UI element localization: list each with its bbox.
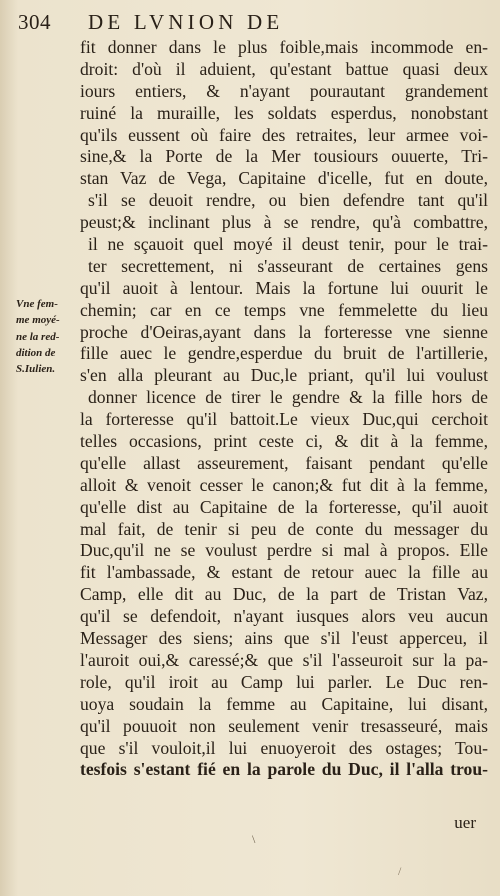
marginal-note-line: me moyé- (16, 314, 60, 327)
catchword: uer (454, 813, 476, 832)
page-number: 304 (18, 10, 51, 34)
text-line: il ne sçauoit quel moyé il deust tenir, pour le trai- (88, 234, 488, 255)
body-text (80, 37, 488, 781)
text-line: ter secrettement, ni s'asseurant de certaines gens (88, 255, 488, 276)
text-line: droit: d'où il aduient, qu'estant battue quasi deux (80, 58, 488, 79)
stray-ink-mark: \ (252, 832, 256, 846)
marginal-note-line: S.Iulien. (16, 363, 56, 376)
text-line: ruiné la muraille, les soldats esperdus, nonobstant (80, 102, 488, 123)
text-line: qu'il auoit à lentour. Mais la fortune lui ouurit le (80, 277, 488, 298)
text-line: fille auec le gendre,esperdue du bruit de l'artillerie, (80, 343, 488, 364)
text-line: Camp, elle dit au Duc, de la part de Tristan Vaz, (80, 584, 488, 605)
text-line: la forteresse qu'il battoit.Le vieux Duc,qui cerchoit (80, 409, 488, 430)
text-line: iours entiers, & n'ayant pourautant grandement (80, 80, 488, 101)
marginal-note (16, 296, 78, 377)
text-line: qu'elle allast asseurement, faisant pendant qu'elle (80, 452, 488, 473)
text-line: proche d'Oeiras,ayant dans la forteresse vne sienne (80, 321, 488, 342)
page-header (18, 10, 488, 36)
text-line: s'il se deuoit rendre, ou bien defendre tant qu'il (88, 190, 488, 211)
text-line: mal fait, de tenir si peu de conte du messager du (80, 518, 488, 539)
marginal-note-line: ne la red- (16, 330, 60, 343)
text-line: qu'il se defendoit, n'ayant iusques alors veu aucun (80, 606, 488, 627)
text-line: telles occasions, print ceste ci, & dit à la femme, (80, 431, 488, 452)
marginal-note-line: dition de (16, 346, 56, 359)
text-line: s'en alla pleurant au Duc,le priant, qu'il lui voulust (80, 365, 488, 386)
text-line: fit donner dans le plus foible,mais incommode en- (80, 37, 488, 57)
text-line: qu'ils eussent où faire des retraites, leur armee voi- (80, 124, 488, 145)
text-line: qu'il pouuoit non seulement venir tresasseuré, mais (80, 715, 488, 736)
text-line: donner licence de tirer le gendre & la fille hors de (88, 387, 488, 408)
text-line: peust;& inclinant plus à se rendre, qu'à combattre, (80, 212, 488, 233)
marginal-note-line: Vne fem- (16, 298, 58, 310)
text-line: qu'elle dist au Capitaine de la forteresse, qu'il auoit (80, 496, 488, 517)
text-line: Duc,qu'il ne se voulust perdre si mal à propos. Elle (80, 540, 488, 561)
text-line: fit l'ambassade, & estant de retour auec la fille au (80, 562, 488, 583)
text-line: Messager des siens; ains que s'il l'eust apperceu, il (80, 628, 488, 649)
text-line: uoya soudain la femme au Capitaine, lui disant, (80, 693, 488, 714)
running-head: DE LVNION DE (88, 10, 284, 34)
stray-ink-mark: / (398, 864, 402, 878)
text-line: l'auroit oui,& caressé;& que s'il l'asseuroit sur la pa- (80, 649, 488, 670)
text-line: role, qu'il iroit au Camp lui parler. Le Duc ren- (80, 671, 488, 692)
text-line: tesfois s'estant fié en la parole du Duc, il l'alla trou- (80, 759, 488, 780)
text-line: alloit & venoit cesser le canon;& fut dit à la femme, (80, 474, 488, 495)
text-line: sine,& la Porte de la Mer tousiours ouuerte, Tri- (80, 146, 488, 167)
text-line: chemin; car en ce temps vne femmelette du lieu (80, 299, 488, 320)
text-line: stan Vaz de Vega, Capitaine d'icelle, fut en doute, (80, 168, 488, 189)
text-line: que s'il vouloit,il lui enuoyeroit des ostages; Tou- (80, 737, 488, 758)
